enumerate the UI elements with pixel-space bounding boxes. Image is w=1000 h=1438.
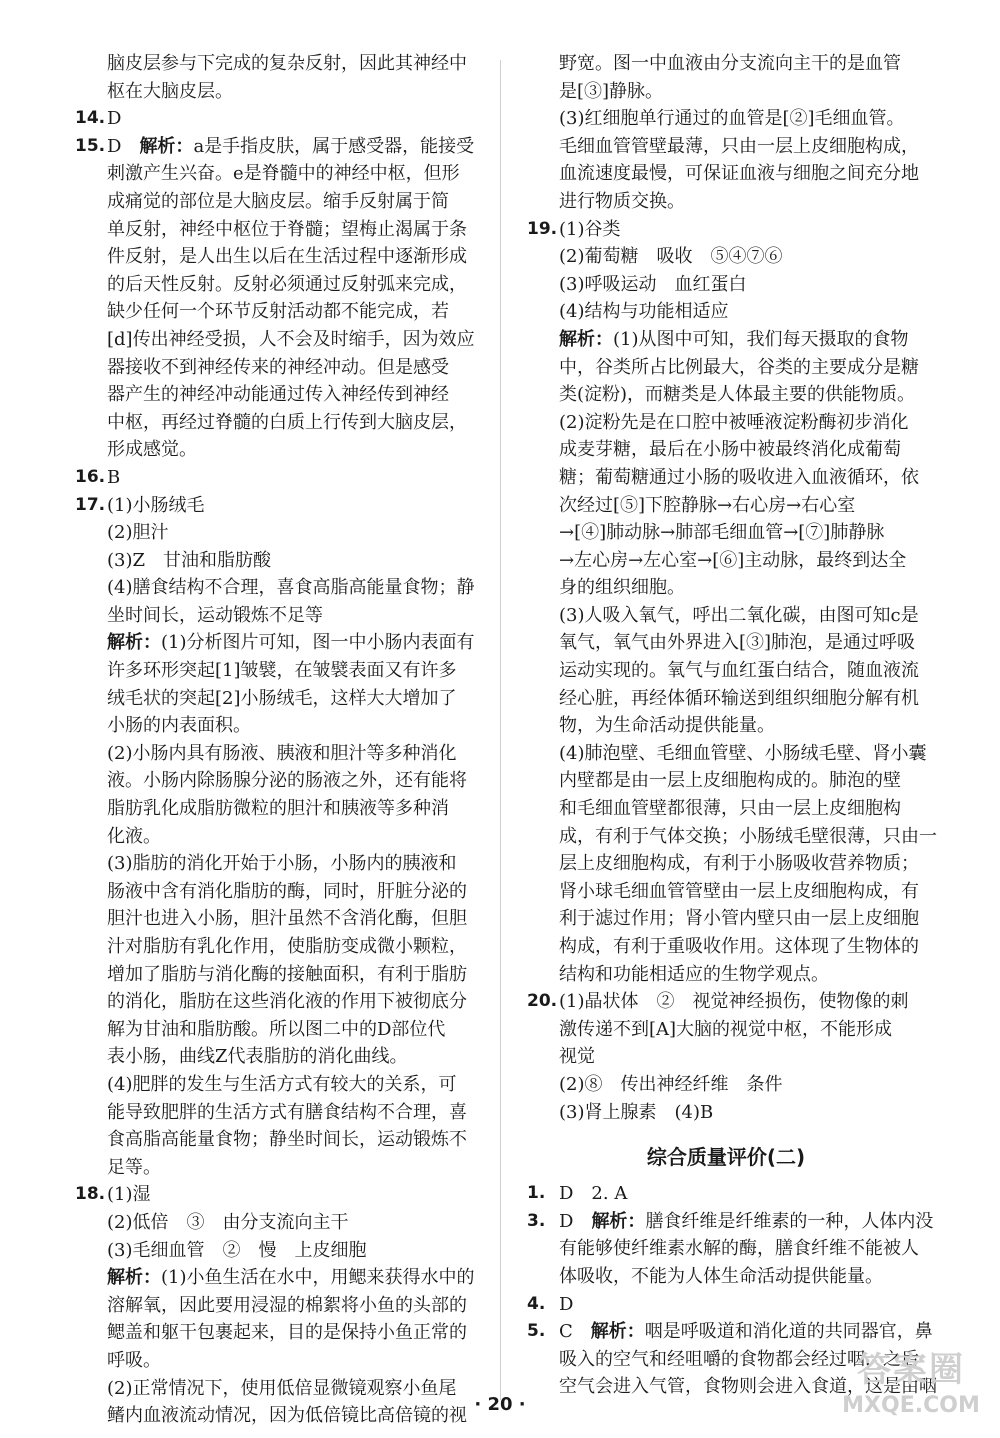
question-number: 19.: [527, 218, 558, 239]
answer-line: (2)小肠内具有肠液、胰液和胆汁等多种消化: [107, 742, 457, 764]
answer-line: (3)人吸入氧气，呼出二氧化碳，由图可知c是: [559, 604, 919, 626]
answer-line: (2)胆汁: [107, 522, 169, 544]
answer-line: (3)呼吸运动 血红蛋白: [559, 273, 747, 295]
answer-line: 运动实现的。氧气与血红蛋白结合，随血液流: [559, 660, 919, 682]
answer-body: [107, 1181, 475, 1429]
answer-line: 解析：(1)小鱼生活在水中，用鳃来获得水中的: [107, 1267, 475, 1289]
answer-line: 增加了脂肪与消化酶的接触面积，有利于脂肪: [107, 963, 467, 985]
answer-line: 成，有利于气体交换；小肠绒毛壁很薄，只由一: [559, 825, 937, 847]
answer-line: D: [107, 108, 122, 130]
answer-line: 空气会进入气管，食物则会进入食道，这是由咽: [559, 1376, 937, 1398]
answer-line: 构成，有利于重吸收作用。这体现了生物体的: [559, 936, 919, 957]
answer-line: (3)肾上腺素 (4)B: [559, 1101, 714, 1123]
answer-line: 次经过[⑤]下腔静脉→右心房→右心室: [559, 494, 856, 516]
question-number: 18.: [75, 1184, 106, 1205]
answer-line: B: [107, 466, 121, 488]
answer-line: (4)结构与功能相适应: [559, 301, 729, 323]
answer-line: 许多环形突起[1]皱襞，在皱襞表面又有许多: [107, 660, 457, 682]
answer-body: [559, 988, 925, 1126]
answer-entry: [527, 1291, 925, 1319]
answer-line: (3)Z 甘油和脂肪酸: [107, 549, 272, 571]
answer-line: D 解析：a是手指皮肤，属于感受器，能接受: [107, 135, 475, 157]
answer-body: [107, 464, 475, 492]
answer-line: (4)肺泡壁、毛细血管壁、小肠绒毛壁、肾小囊: [559, 742, 927, 764]
answer-line: 层上皮细胞构成，有利于小肠吸收营养物质；: [559, 853, 919, 875]
question-number: 20.: [527, 991, 558, 1012]
answer-line: (4)膳食结构不合理，喜食高脂高能量食物；静: [107, 577, 475, 599]
answer-line: 坐时间长，运动锻炼不足等: [107, 604, 323, 626]
answer-line: 脂肪乳化成脂肪微粒的胆汁和胰液等多种消: [107, 798, 449, 820]
question-number: 1.: [527, 1183, 546, 1204]
answer-line: 中枢，再经过脊髓的白质上行传到大脑皮层，: [107, 411, 467, 433]
answer-line: 脑皮层参与下完成的复杂反射，因此其神经中: [107, 53, 467, 74]
watermark-logo: [826, 1348, 996, 1432]
question-number: 15.: [75, 135, 106, 156]
answer-entry: [527, 1180, 925, 1208]
answer-line: 形成感觉。: [107, 439, 197, 461]
answer-line: 激传递不到[A]大脑的视觉中枢，不能形成: [559, 1018, 893, 1040]
watermark-bottom: MXQE.COM: [842, 1393, 980, 1418]
answer-line: →左心房→左心室→[⑥]主动脉，最终到达全: [559, 549, 907, 571]
answer-line: 血流速度最慢，可保证血液与细胞之间充分地: [559, 163, 919, 185]
answer-line: 中，谷类所占比例最大，谷类的主要成分是糖: [559, 356, 919, 378]
answer-line: 内壁都是由一层上皮细胞构成的。肺泡的壁: [559, 770, 901, 792]
answer-body: [107, 105, 475, 133]
answer-line: 足等。: [107, 1156, 161, 1178]
answer-entry: [75, 464, 475, 492]
answer-line: 鳍内血液流动情况，因为低倍镜比高倍镜的视: [107, 1405, 467, 1427]
answer-line: (1)小肠绒毛: [107, 494, 205, 516]
answer-line: 肠液中含有消化脂肪的酶，同时，肝脏分泌的: [107, 880, 467, 902]
answer-body: [559, 1208, 933, 1291]
answer-line: 汁对脂肪有乳化作用，使脂肪变成微小颗粒，: [107, 936, 467, 957]
answer-line: 解为甘油和脂肪酸。所以图二中的D部位代: [107, 1018, 446, 1040]
answer-line: 氧气，氧气由外界进入[③]肺泡，是通过呼吸: [559, 632, 916, 654]
answer-body: [559, 50, 925, 216]
answer-line: 糖；葡萄糖通过小肠的吸收进入血液循环，依: [559, 466, 919, 488]
answer-entry: [75, 50, 475, 105]
answer-entry: [527, 50, 925, 216]
answer-line: 类(淀粉)，而糖类是人体最主要的供能物质。: [559, 384, 916, 406]
answer-line: 结构和功能相适应的生物学观点。: [559, 963, 829, 985]
answer-line: D 解析：膳食纤维是纤维素的一种，人体内没: [559, 1210, 934, 1232]
column-divider: [500, 60, 501, 1400]
answer-body: [107, 492, 475, 1182]
answer-line: 化液。: [107, 825, 161, 847]
answer-line: 解析：(1)分析图片可知，图一中小肠内表面有: [107, 632, 475, 654]
answer-line: 是[③]静脉。: [559, 80, 664, 102]
answer-line: (4)肥胖的发生与生活方式有较大的关系，可: [107, 1073, 457, 1095]
answer-line: 的后天性反射。反射必须通过反射弧来完成，: [107, 273, 467, 295]
answer-line: 成痛觉的部位是大脑皮层。缩手反射属于简: [107, 190, 449, 212]
answer-body: [107, 133, 475, 464]
answer-line: 毛细血管管壁最薄，只由一层上皮细胞构成，: [559, 135, 919, 157]
answer-line: (2)淀粉先是在口腔中被唾液淀粉酶初步消化: [559, 411, 909, 433]
answer-line: (1)谷类: [559, 218, 621, 240]
answer-line: 刺激产生兴奋。e是脊髓中的神经中枢，但形: [107, 163, 460, 185]
answer-line: 缺少任何一个环节反射活动都不能完成，若: [107, 301, 449, 323]
question-number: 17.: [75, 494, 106, 515]
answer-entry: [75, 492, 475, 1182]
question-number: 5.: [527, 1321, 546, 1342]
analysis-keyword: 解析：: [590, 1321, 645, 1343]
answer-line: →[④]肺动脉→肺部毛细血管→[⑦]肺静脉: [559, 522, 885, 544]
answer-line: 器接收不到神经传来的神经冲动。但是感受: [107, 356, 449, 378]
question-number: 3.: [527, 1210, 546, 1231]
question-number: 4.: [527, 1293, 546, 1314]
answer-line: 食高脂高能量食物；静坐时间长，运动锻炼不: [107, 1129, 467, 1151]
answer-line: 吸入的空气和经咀嚼的食物都会经过咽，之后: [559, 1348, 919, 1370]
question-number: 14.: [75, 108, 106, 129]
answer-line: (2)低倍 ③ 由分支流向主干: [107, 1211, 349, 1233]
answer-line: 经心脏，再经体循环输送到组织细胞分解有机: [559, 687, 919, 709]
answer-line: (3)红细胞单行通过的血管是[②]毛细血管。: [559, 108, 905, 130]
answer-line: (1)湿: [107, 1184, 151, 1206]
answer-line: [d]传出神经受损，人不会及时缩手，因为效应: [107, 328, 475, 350]
answer-line: 利于滤过作用；肾小管内壁只由一层上皮细胞: [559, 908, 919, 930]
answer-line: (3)毛细血管 ② 慢 上皮细胞: [107, 1239, 367, 1261]
answer-line: 物，为生命活动提供能量。: [559, 715, 775, 737]
answer-body: [559, 1291, 925, 1319]
answer-entry: [75, 105, 475, 133]
answer-line: 和毛细血管壁都很薄，只由一层上皮细胞构: [559, 798, 901, 820]
answer-line: 单反射，神经中枢位于脊髓；望梅止渴属于条: [107, 218, 467, 240]
answer-line: C 解析：咽是呼吸道和消化道的共同器官，鼻: [559, 1321, 933, 1343]
answer-line: 小肠的内表面积。: [107, 715, 251, 737]
answer-line: 溶解氧，因此要用浸湿的棉絮将小鱼的头部的: [107, 1294, 467, 1316]
answer-line: 视觉: [559, 1046, 595, 1068]
answer-line: 呼吸。: [107, 1349, 161, 1371]
answer-line: 枢在大脑皮层。: [107, 80, 233, 102]
page-number: · 20 ·: [474, 1394, 526, 1415]
analysis-keyword: 解析：: [107, 632, 161, 654]
right-column: [527, 50, 937, 1401]
answer-line: (1)晶状体 ② 视觉神经损伤，使物像的刺: [559, 991, 909, 1013]
right-column-answers: [527, 50, 937, 1126]
analysis-keyword: 解析：: [139, 135, 194, 157]
answer-line: 绒毛状的突起[2]小肠绒毛，这样大大增加了: [107, 687, 457, 709]
answer-line: 件反射，是人出生以后在生活过程中逐渐形成: [107, 246, 467, 268]
answer-entry: [527, 216, 937, 989]
left-column: [75, 50, 475, 1430]
answer-line: 进行物质交换。: [559, 190, 685, 212]
answer-line: 鳃盖和躯干包裹起来，目的是保持小鱼正常的: [107, 1322, 467, 1344]
answer-body: [559, 1180, 925, 1208]
question-number: [527, 50, 559, 216]
answer-line: 表小肠，曲线Z代表脂肪的消化曲线。: [107, 1046, 408, 1068]
answer-line: (2)⑧ 传出神经纤维 条件: [559, 1073, 783, 1095]
answer-line: 器产生的神经冲动能通过传入神经传到神经: [107, 384, 449, 406]
answer-line: 有能够使纤维素水解的酶，膳食纤维不能被人: [559, 1238, 919, 1260]
answer-line: 体吸收，不能为人体生命活动提供能量。: [559, 1265, 883, 1287]
answer-line: 肾小球毛细血管管壁由一层上皮细胞构成，有: [559, 880, 919, 902]
watermark-top: 答案圈: [857, 1350, 965, 1390]
answer-line: 的消化，脂肪在这些消化液的作用下被彻底分: [107, 991, 467, 1013]
answer-body: [107, 50, 475, 105]
analysis-keyword: 解析：: [591, 1210, 646, 1232]
answer-entry: [75, 1181, 475, 1429]
answer-line: 能导致肥胖的生活方式有膳食结构不合理，喜: [107, 1101, 467, 1123]
answer-line: 成麦芽糖，最后在小肠中被最终消化成葡萄: [559, 439, 901, 461]
answer-entry: [75, 133, 475, 464]
answer-line: (3)脂肪的消化开始于小肠，小肠内的胰液和: [107, 853, 457, 875]
analysis-keyword: 解析：: [559, 328, 613, 350]
answer-line: 身的组织细胞。: [559, 577, 685, 599]
question-number: 16.: [75, 466, 106, 487]
answer-line: 液。小肠内除肠腺分泌的肠液之外，还有能将: [107, 770, 467, 792]
answer-entry: [527, 1208, 934, 1291]
answer-line: 胆汁也进入小肠，胆汁虽然不含消化酶，但胆: [107, 908, 467, 930]
answer-line: D: [559, 1293, 574, 1315]
answer-line: (2)正常情况下，使用低倍显微镜观察小鱼尾: [107, 1377, 457, 1399]
section-title: 综合质量评价(二): [646, 1145, 806, 1170]
answer-line: D 2. A: [559, 1183, 628, 1205]
answer-line: (2)葡萄糖 吸收 ⑤④⑦⑥: [559, 246, 783, 268]
answer-line: 野宽。图一中血液由分支流向主干的是血管: [559, 53, 901, 74]
analysis-keyword: 解析：: [107, 1267, 161, 1289]
answer-body: [559, 216, 937, 989]
answer-line: 解析：(1)从图中可知，我们每天摄取的食物: [559, 328, 909, 350]
question-number: [75, 50, 107, 105]
answer-entry: [527, 988, 925, 1126]
